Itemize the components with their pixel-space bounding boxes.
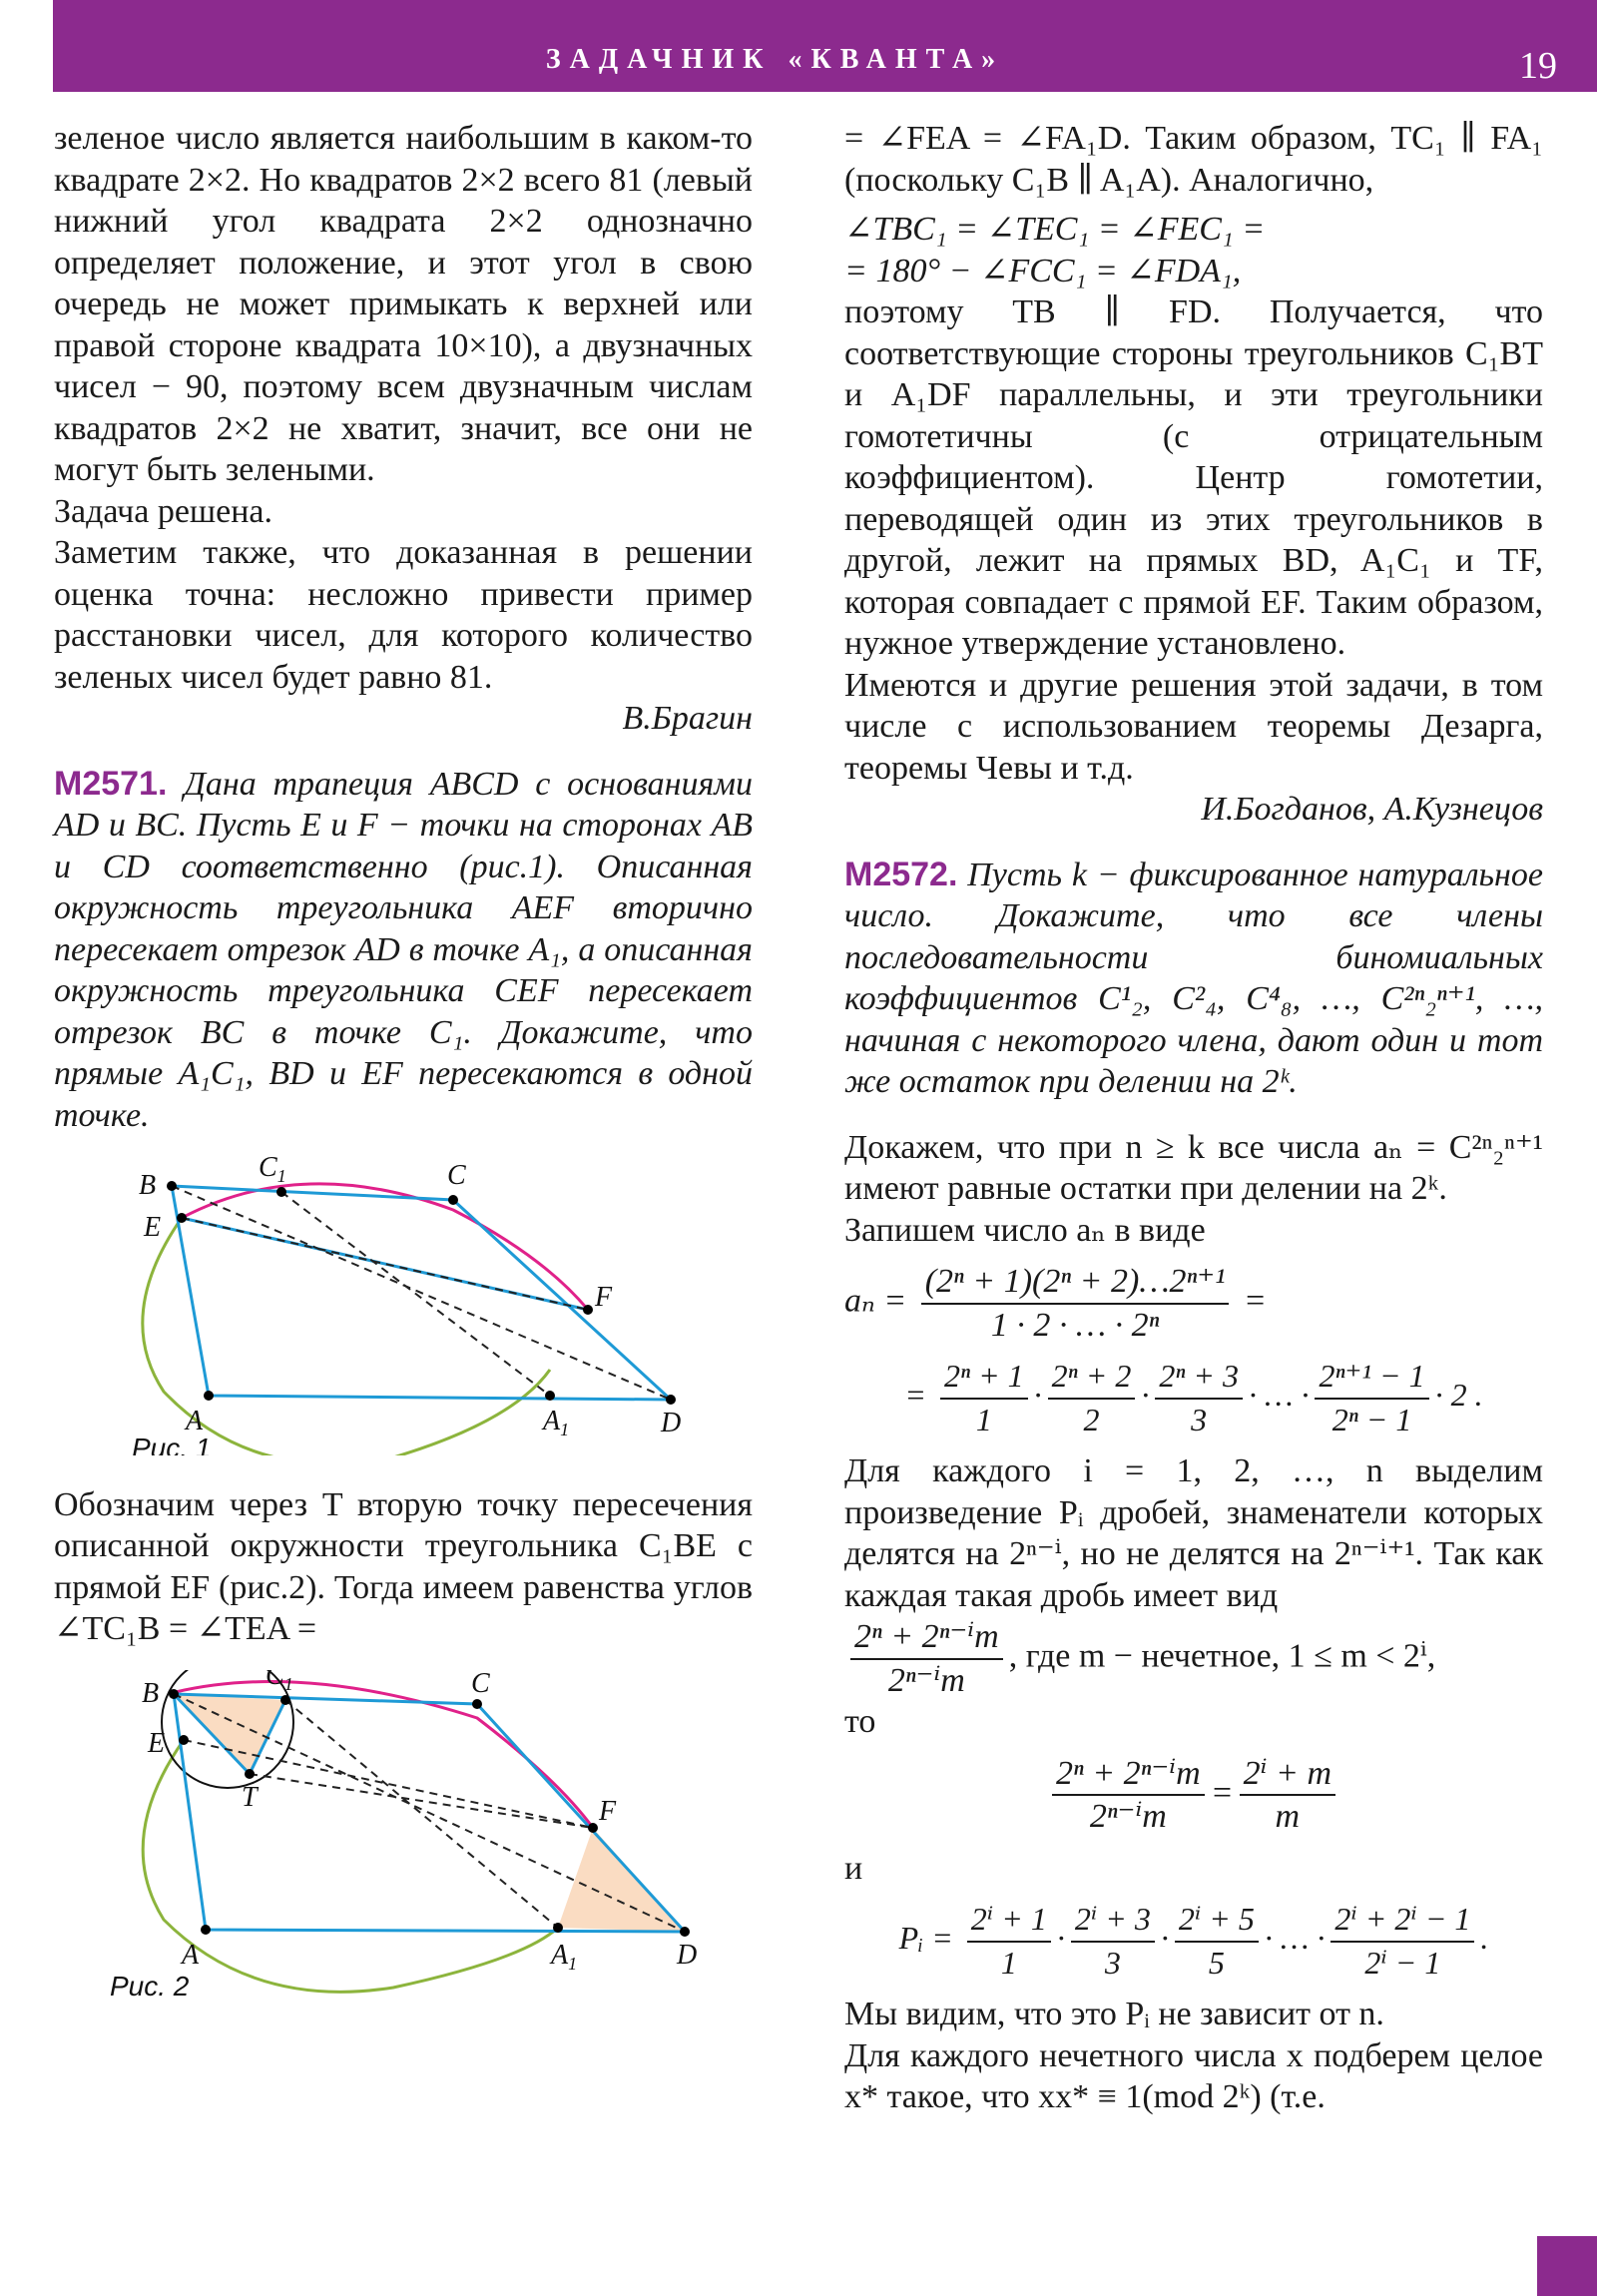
line-a1c1 xyxy=(281,1192,550,1396)
paragraph: Задача решена. xyxy=(54,492,272,530)
label-d: D xyxy=(677,1939,698,1971)
problem-m2571 xyxy=(54,764,753,1137)
paragraph: то xyxy=(844,1703,876,1740)
point-c xyxy=(472,1699,482,1709)
line-tf xyxy=(250,1774,593,1828)
figure-2-drawing xyxy=(54,1670,753,2000)
point-a1 xyxy=(545,1391,555,1401)
point-b xyxy=(169,1689,179,1699)
figure-1 xyxy=(54,1156,753,1466)
circle-aef-arc xyxy=(143,1218,550,1455)
problem-text: Дана трапеция ABCD с основаниями AD и BC. Пусть E и F − точки на сторонах AB и CD соответственно (рис.1). Описанная окружность треугольника AEF вторично пересекает отрезок AD в точке A₁, а описанная окружность треугольника CEF пересекает отрезок BC в точке C₁. Докажите, что прямые A₁C₁, BD и EF пересекаются в одной точке. xyxy=(54,765,753,1134)
label-a1: $A_1$ xyxy=(543,1406,570,1439)
point-b xyxy=(167,1181,177,1191)
paragraph: зеленое число является наибольшим в каком-то квадрате 2×2. Но квадратов 2×2 всего 81 (левый нижний угол квадрата 2×2 однозначно определяет положение, и этот угол в свою очередь не может примыкать к верхней или правой стороне квадрата 10×10), а двузначных чисел − 90, поэтому всем двузначным числам квадратов 2×2 не хватит, значит, все они не могут быть зелеными. xyxy=(54,120,753,488)
triangle-a1df xyxy=(558,1828,685,1932)
paragraph: поэтому TB ∥ FD. Получается, что соответствующие стороны треугольников C₁BT и A₁DF параллельны, и эти треугольники гомотетичны (с отрицательным коэффициентом). Центр гомотетии, переводящей один из этих треугольников в другой, лежит на прямых BD, A₁C₁ и TF, которая совпадает с прямой EF. Таким образом, нужное утверждение установлено. xyxy=(844,293,1543,662)
paragraph: Мы видим, что это Pᵢ не зависит от n. xyxy=(844,1996,1384,2032)
point-c1 xyxy=(280,1695,290,1705)
circle-aef-arc xyxy=(143,1740,558,1992)
point-d xyxy=(666,1395,676,1405)
label-b: B xyxy=(139,1170,157,1201)
paragraph: Запишем число aₙ в виде xyxy=(844,1211,1206,1249)
paragraph: Докажем, что при n ≥ k все числа aₙ = C²ⁿ₂ⁿ⁺¹ имеют равные остатки при делении на 2ᵏ. xyxy=(844,1128,1543,1207)
figure-2-caption: Рис. 2 xyxy=(110,1970,190,2000)
point-c1 xyxy=(276,1187,286,1197)
fraction: $\frac{\text{(2ⁿ + 1)(2ⁿ + 2)…2ⁿ⁺¹}}{\text{1 · 2 · … · 2ⁿ}}$ xyxy=(921,1261,1230,1346)
equation-product: = $\frac{\text{2ⁿ + 1}}{1}$ · $\frac{\text{2ⁿ + 2}}{2}$ · $\frac{\text{2ⁿ + 3}}{3}$ · … · $\frac{\text{2ⁿ⁺¹ − 1}}{\text{2ⁿ − 1}}$ · 2 . xyxy=(904,1358,1483,1437)
paragraph: Заметим также, что доказанная в решении оценка точна: несложно привести пример расстановки чисел, для которого количество зеленых чисел будет равно 81. xyxy=(54,534,753,696)
paragraph: Для каждого нечетного числа x подберем целое x* такое, что xx* ≡ 1(mod 2ᵏ) (т.е. xyxy=(844,2036,1543,2115)
figure-1-drawing xyxy=(54,1156,753,1455)
label-f: F xyxy=(595,1282,613,1313)
label-f: F xyxy=(599,1795,617,1827)
label-c: C xyxy=(471,1669,490,1699)
equation-an: aₙ = $\frac{\text{(2ⁿ + 1)(2ⁿ + 2)…2ⁿ⁺¹}}{\text{1 · 2 · … · 2ⁿ}}$ = xyxy=(844,1261,1543,1346)
problem-m2572 xyxy=(844,855,1543,1103)
problem-text: Пусть k − фиксированное натуральное число. Докажите, что все члены последовательности биномиальных коэффициентов C¹₂, C²₄, C⁴₈, …, C²ⁿ₂ⁿ⁺¹, …, начиная с некоторого члена, дают один и тот же остаток при делении на 2ᵏ. xyxy=(844,856,1543,1100)
author-signature: И.Богданов, А.Кузнецов xyxy=(1201,791,1543,828)
figure-1-caption: Рис. 1 xyxy=(132,1433,212,1455)
label-e: E xyxy=(144,1212,162,1243)
equation-fraction-form: $\frac{\text{2ⁿ + 2ⁿ⁻ⁱm}}{\text{2ⁿ⁻ⁱm}}$ , где m − нечетное, 1 ≤ m < 2ⁱ, xyxy=(844,1616,1543,1701)
label-e: E xyxy=(148,1727,166,1759)
equation-simplify: $\frac{\text{2ⁿ + 2ⁿ⁻ⁱm}}{\text{2ⁿ⁻ⁱm}}$ = $\frac{\text{2ⁱ + m}}{m}$ xyxy=(844,1753,1543,1838)
point-a1 xyxy=(553,1923,563,1933)
paragraph: Имеются и другие решения этой задачи, в том числе с использованием теоремы Дезарга, теоремы Чевы и т.д. xyxy=(844,666,1543,787)
right-column xyxy=(844,118,1543,2118)
point-a xyxy=(204,1391,214,1401)
label-b: B xyxy=(142,1677,160,1709)
author-signature: В.Брагин xyxy=(622,700,753,737)
label-a: A xyxy=(186,1406,204,1436)
point-d xyxy=(680,1927,690,1937)
circle-cef-arc xyxy=(182,1184,588,1310)
point-c xyxy=(448,1195,458,1205)
label-t: T xyxy=(242,1781,258,1813)
point-e xyxy=(177,1213,187,1223)
line-a1c1 xyxy=(285,1700,558,1928)
label-c1: $C_1$ xyxy=(259,1156,286,1186)
point-e xyxy=(179,1735,189,1745)
equation-pi: Pᵢ = $\frac{\text{2ⁱ + 1}}{1}$ · $\frac{\text{2ⁱ + 3}}{3}$ · $\frac{\text{2ⁱ + 5}}{5}$ · … · $\frac{\text{2ⁱ + 2ⁱ − 1}}{\text{2ⁱ − 1}}$ . xyxy=(898,1901,1489,1981)
label-c: C xyxy=(447,1160,466,1191)
label-c1: $C_1$ xyxy=(266,1669,293,1694)
point-f xyxy=(583,1305,593,1315)
point-t xyxy=(245,1769,255,1779)
paragraph: Обозначим через T вторую точку пересечения описанной окружности треугольника C₁BE с прямой EF (рис.2). Тогда имеем равенства углов ∠TC₁B = ∠TEA = xyxy=(54,1485,753,1647)
equation: ∠TBC₁ = ∠TEC₁ = ∠FEC₁ = xyxy=(844,211,1266,248)
paragraph: и xyxy=(844,1849,863,1887)
label-a: A xyxy=(182,1939,200,1971)
page-header xyxy=(53,0,1597,92)
paragraph: = ∠FEA = ∠FA₁D. Таким образом, TC₁ ∥ FA₁ (поскольку C₁B ∥ A₁A). Аналогично, xyxy=(844,120,1543,199)
figure-2 xyxy=(54,1670,753,2010)
paragraph: Для каждого i = 1, 2, …, n выделим произведение Pᵢ дробей, знаменатели которых делятся на 2ⁿ⁻ⁱ, но не делятся на 2ⁿ⁻ⁱ⁺¹. Так как каждая такая дробь имеет вид xyxy=(844,1452,1543,1614)
left-column xyxy=(54,118,753,2027)
equation: = 180° − ∠FCC₁ = ∠FDA₁, xyxy=(844,252,1242,289)
label-a1: $A_1$ xyxy=(551,1939,578,1974)
problem-label: М2571. xyxy=(54,764,168,803)
corner-accent-block xyxy=(1537,2236,1597,2296)
problem-label: М2572. xyxy=(844,855,958,893)
page-number: 19 xyxy=(1519,45,1557,87)
point-a xyxy=(201,1925,211,1935)
label-d: D xyxy=(661,1408,682,1438)
journal-section-title: ЗАДАЧНИК «КВАНТА» xyxy=(545,44,1005,75)
point-f xyxy=(588,1823,598,1833)
